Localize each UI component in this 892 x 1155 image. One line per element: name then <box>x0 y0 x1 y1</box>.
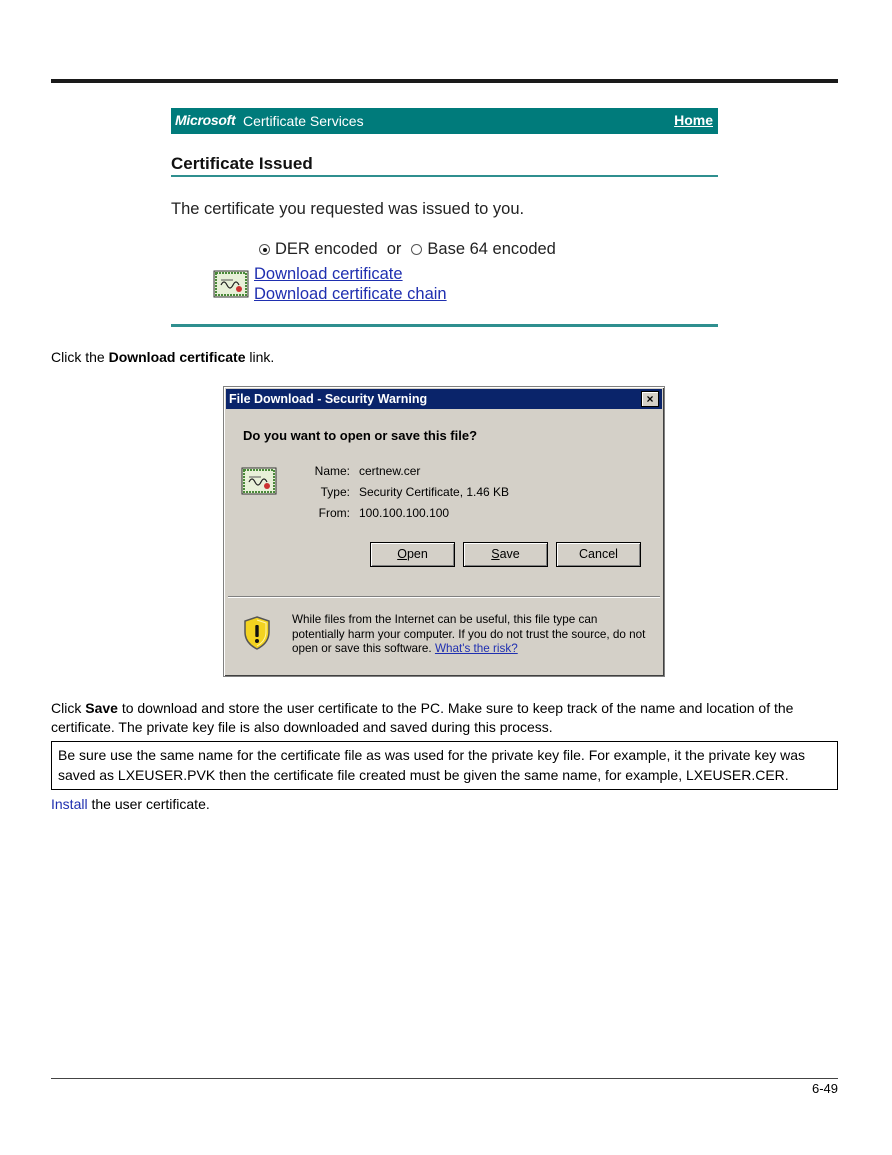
footer-divider <box>171 324 718 327</box>
install-link[interactable]: Install <box>51 796 88 812</box>
certificate-issued-heading: Certificate Issued <box>171 154 313 173</box>
instruction-text: link. <box>245 349 275 365</box>
issued-message: The certificate you requested was issued to you. <box>171 200 525 218</box>
open-button[interactable] <box>370 542 455 567</box>
footer-rule <box>51 1078 838 1079</box>
type-value: Security Certificate, 1.46 KB <box>359 485 510 499</box>
dialog-separator <box>228 596 660 598</box>
home-link[interactable]: Home <box>674 112 713 128</box>
close-icon[interactable]: × <box>641 391 659 407</box>
dialog-title-bar <box>226 389 662 409</box>
instruction-text: Click the <box>51 349 109 365</box>
heading-divider <box>171 175 718 177</box>
cancel-button[interactable]: Cancel <box>556 542 641 567</box>
service-name: Certificate Services <box>243 113 364 129</box>
certificate-icon <box>241 467 277 500</box>
download-certificate-link[interactable]: Download certificate <box>254 265 403 283</box>
name-label: Name: <box>314 464 350 478</box>
warning-text: While files from the Internet can be useful, this file type can potentially harm your computer. If you do not trust the source, do not open or save this software. <box>292 613 646 655</box>
base64-encoded-radio[interactable] <box>411 244 422 255</box>
whats-the-risk-link[interactable]: What's the risk? <box>434 642 518 655</box>
base64-encoded-label: Base 64 encoded <box>427 240 556 258</box>
instruction-download <box>51 349 274 365</box>
dialog-question: Do you want to open or save this file? <box>243 428 478 443</box>
save-accelerator: S <box>491 547 500 561</box>
from-label: From: <box>318 506 350 520</box>
instruction-text: the user certificate. <box>87 796 210 812</box>
open-label: pen <box>406 547 428 561</box>
dialog-title: File Download - Security Warning <box>229 392 428 406</box>
encoding-or: or <box>386 240 402 258</box>
instruction-save <box>51 699 838 737</box>
page-number: 6-49 <box>811 1081 838 1096</box>
type-label: Type: <box>320 485 350 499</box>
save-label: ave <box>499 547 520 561</box>
instruction-bold: Save <box>85 700 118 716</box>
open-accelerator: O <box>397 547 407 561</box>
save-button[interactable] <box>463 542 548 567</box>
microsoft-brand: Microsoft <box>175 112 236 128</box>
note-box: Be sure use the same name for the certificate file as was used for the private key file. For example, it the private key was saved as LXEUSER.PVK then the certificate file created must be given the same name, for example, LXEUSER.CER. <box>51 741 838 790</box>
cert-services-banner <box>171 108 718 134</box>
download-certificate-chain-link[interactable]: Download certificate chain <box>254 285 447 303</box>
dialog-warning <box>292 613 652 657</box>
certificate-services-screenshot <box>171 108 718 330</box>
der-encoded-label: DER encoded <box>275 240 378 258</box>
file-download-dialog <box>223 386 665 677</box>
name-value: certnew.cer <box>359 464 421 478</box>
instruction-text: to download and store the user certificate to the PC. Make sure to keep track of the name and location of the certificate. The private key file is also downloaded and saved during this process. <box>51 700 794 735</box>
header-rule <box>51 79 838 83</box>
encoding-options <box>259 240 556 259</box>
der-encoded-radio[interactable] <box>259 244 270 255</box>
from-value: 100.100.100.100 <box>359 506 450 520</box>
instruction-bold: Download certificate <box>108 349 246 365</box>
warning-shield-icon <box>242 615 272 656</box>
instruction-text: Click <box>51 700 86 716</box>
certificate-icon <box>213 270 249 303</box>
instruction-install <box>51 796 210 812</box>
